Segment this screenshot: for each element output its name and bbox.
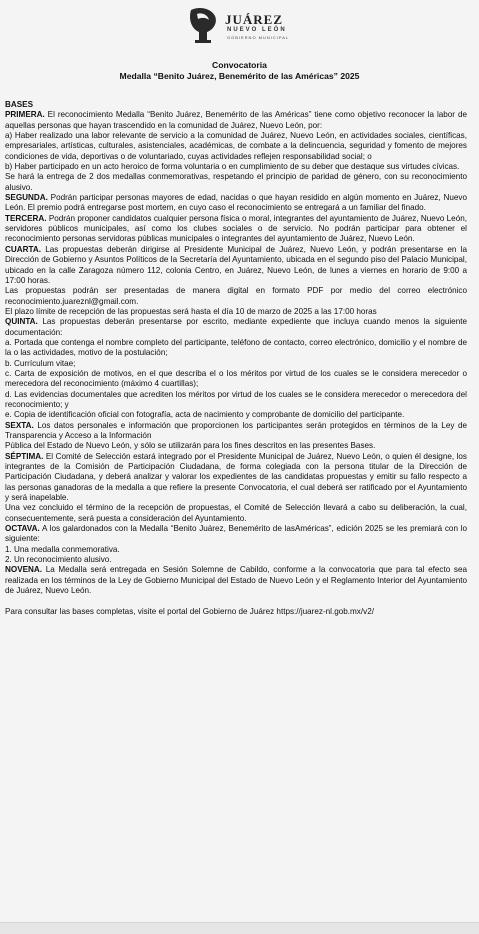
logo-emblem-icon (185, 6, 221, 44)
logo-state: NUEVO LEÓN (227, 27, 287, 33)
body-paragraph (5, 110, 467, 131)
paragraph-text: La Medalla será entregada en Sesión Solemne de Cabildo, conforme a la convocatoria que para tal efecto sea realizada en los términos de la Ley de Gobierno Municipal del Estado de Nuevo León y el Reglamento Interior del Ayuntamiento de Juárez, Nuevo León. (5, 565, 467, 596)
paragraph-lead: PRIMERA. (5, 110, 45, 120)
document-subtitle: Medalla “Benito Juárez, Benemérito de las Américas” 2025 (119, 71, 360, 81)
body-paragraph (5, 131, 467, 162)
paragraph-lead: OCTAVA. (5, 524, 40, 534)
paragraph-text: El reconocimiento Medalla “Benito Juárez, Benemérito de las Américas” tiene como objetivo reconocer la labor de aquellas personas que hayan trascendido en la comunidad de Juárez, Nuevo León, por: (5, 110, 467, 130)
paragraph-text: Las propuestas deberán dirigirse al Presidente Municipal de Juárez, Nuevo León, y podrán presentarse en la Dirección de Gobierno y Asuntos Políticos de la Secretaría del Ayuntamiento, ubicada en el segundo piso del Palacio Municipal, ubicado en la calle Zaragoza número 112, colonia Centro, en Juárez, Nuevo León, de lunes a viernes en horario de 9:00 a 17:00 horas. (5, 244, 467, 285)
document-body (5, 100, 467, 617)
body-paragraph (5, 100, 467, 110)
paragraph-text: a. Portada que contenga el nombre completo del participante, teléfono de contacto, correo electrónico, domicilio y el nombre de la o las actividades, motivo de la postulación; (5, 337, 467, 358)
paragraph-lead: SEGUNDA. (5, 193, 48, 203)
closing-note: Para consultar las bases completas, visite el portal del Gobierno de Juárez https://juarez-nl.gob.mx/v2/ (5, 606, 374, 616)
bases-list (5, 100, 467, 597)
paragraph-text: e. Copia de identificación oficial con fotografía, acta de nacimiento y comprobante de domicilio del participante. (5, 410, 405, 420)
body-paragraph (5, 172, 467, 193)
paragraph-text: Pública del Estado de Nuevo León, y sólo se utilizarán para los fines descritos en las presentes Bases. (5, 441, 376, 451)
paragraph-lead: QUINTA. (5, 317, 38, 327)
document-title: Convocatoria (212, 60, 267, 70)
paragraph-text: 2. Un reconocimiento alusivo. (5, 555, 112, 565)
body-paragraph (5, 452, 467, 504)
paragraph-text: Las propuestas podrán ser presentadas de manera digital en formato PDF por medio del correo electrónico reconocimiento.juareznl@gmail.com. (5, 286, 467, 306)
paragraph-lead: NOVENA. (5, 565, 43, 575)
body-paragraph (5, 565, 467, 596)
document-title-block (0, 60, 479, 82)
body-paragraph (5, 545, 467, 555)
body-paragraph (5, 162, 467, 172)
body-paragraph (5, 338, 467, 359)
body-paragraph (5, 307, 467, 317)
logo-wordmark: JUÁREZ (225, 12, 284, 27)
paragraph-text: Las propuestas deberán presentarse por escrito, mediante expediente que incluya cuando menos la siguiente documentación: (5, 317, 467, 337)
paragraph-lead: SÉPTIMA. (5, 451, 44, 461)
paragraph-text: c. Carta de exposición de motivos, en el que describa el o los méritos por virtud de los cuales se le considera merecedor o merecedora del reconocimiento (máximo 4 cuartillas); (5, 368, 467, 389)
body-paragraph (5, 286, 467, 307)
body-paragraph (5, 245, 467, 286)
body-paragraph (5, 555, 467, 565)
body-paragraph (5, 503, 467, 524)
paragraph-text: A los galardonados con la Medalla “Benito Juárez, Benemérito de lasAméricas”, edición 2025 se les premiará con lo siguiente: (5, 524, 467, 544)
logo-government: GOBIERNO MUNICIPAL (227, 35, 290, 40)
paragraph-text: Los datos personales e información que proporcionen los participantes serán protegidos en términos de la Ley de Transparencia y Acceso a la Información (5, 420, 467, 440)
paragraph-text: El Comité de Selección estará integrado por el Presidente Municipal de Juárez, Nuevo León, o quien él designe, los integrantes de la Comisión de Participación Ciudadana, de forma colegiada con la persona titular de la Dirección de Participación Ciudadana, y deberá analizar y valorar los expedientes de las candidatas propuestas y emitir su fallo respecto a las personas ganadoras de la medalla a que refiere la presente Convocatoria, el cual deberá ser ratificado por el Ayuntamiento y será inapelable. (5, 451, 467, 503)
paragraph-text: Podrán proponer candidatos cualquier persona física o moral, integrantes del ayuntamiento de Juárez, Nuevo León, servidores públicos municipales, así como los clubes sociales o de servicio. No podrán participar para obtener el reconocimiento personas servidoras públicas municipales o integrantes del ayuntamiento de Juárez, Nuevo León. (5, 213, 467, 244)
paragraph-lead: SEXTA. (5, 420, 34, 430)
paragraph-text: d. Las evidencias documentales que acrediten los méritos por virtud de los cuales se le considera merecedor o merecedora del reconocimiento; y (5, 389, 467, 409)
paragraph-text: Se hará la entrega de 2 dos medallas conmemorativas, respetando el principio de paridad de género, con su reconocimiento alusivo. (5, 172, 467, 192)
paragraph-text: b. Currículum vitae; (5, 358, 76, 368)
municipality-logo (185, 6, 295, 46)
body-paragraph (5, 390, 467, 411)
body-paragraph (5, 193, 467, 214)
body-paragraph (5, 421, 467, 442)
body-paragraph (5, 317, 467, 338)
body-paragraph (5, 369, 467, 390)
paragraph-text: El plazo límite de recepción de las propuestas será hasta el día 10 de marzo de 2025 a las 17:00 horas (5, 306, 377, 316)
page-bottom-edge (0, 922, 479, 934)
paragraph-text: 1. Una medalla conmemorativa. (5, 544, 120, 554)
paragraph-lead: TERCERA. (5, 213, 47, 223)
paragraph-text: a) Haber realizado una labor relevante de servicio a la comunidad de Juárez, Nuevo León, en actividades sociales, científicas, empresariales, artísticas, culturales, asistenciales, académicas, de combate a la delincuencia, seguridad y fomento de mejores condiciones de vida, deportivas o de voluntariado, cuyas actividades reflejen responsabilidad social; o (5, 131, 467, 161)
paragraph-lead: CUARTA. (5, 244, 41, 254)
body-paragraph (5, 214, 467, 245)
paragraph-lead: BASES (5, 100, 33, 109)
paragraph-text: b) Haber participado en un acto heroico de forma voluntaria o en cumplimiento de su deber que destaque sus virtudes cívicas. (5, 162, 460, 172)
body-paragraph (5, 524, 467, 545)
paragraph-text: Una vez concluido el término de la recepción de propuestas, el Comité de Selección llevará a cabo su deliberación, la cual, consecuentemente, será puesta a consideración del Ayuntamiento. (5, 503, 467, 523)
body-paragraph (5, 441, 467, 451)
body-paragraph (5, 359, 467, 369)
header (0, 0, 479, 52)
body-paragraph (5, 410, 467, 420)
paragraph-text: Podrán participar personas mayores de edad, nacidas o que hayan residido en algún momento en Juárez, Nuevo León. El premio podrá entregarse post mortem, en cuyo caso el reconocimiento se entregará a un familiar del finado. (5, 193, 467, 213)
